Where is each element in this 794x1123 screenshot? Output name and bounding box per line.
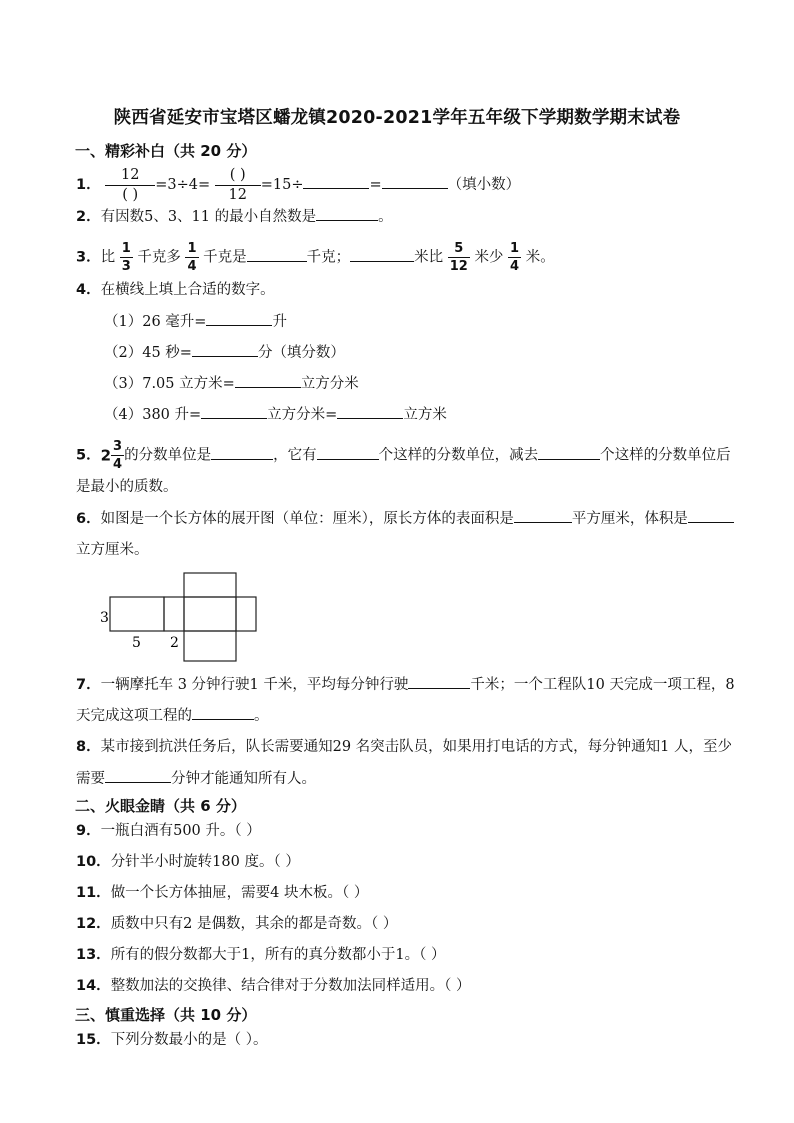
- question-8: 8．某市接到抗洪任务后，队长需要通知29 名突击队员，如果用打电话的方式，每分钟通知1 人，至少: [76, 739, 732, 755]
- question-13: 13．所有的假分数都大于1，所有的真分数都小于1。（ ）: [76, 947, 446, 963]
- answer-blank[interactable]: [303, 174, 369, 189]
- answer-blank[interactable]: [316, 206, 378, 221]
- section-3-heading: 三、慎重选择（共 10 分）: [75, 1006, 257, 1024]
- dimension-label: 5: [132, 635, 141, 651]
- answer-blank[interactable]: [206, 311, 272, 326]
- answer-blank[interactable]: [192, 705, 254, 720]
- net-face: [184, 573, 236, 597]
- answer-blank[interactable]: [382, 174, 448, 189]
- question-6-cont: 立方厘米。: [76, 542, 149, 558]
- question-4-part-1: （1）26 毫升= 升: [104, 311, 287, 332]
- question-12: 12．质数中只有2 是偶数，其余的都是奇数。（ ）: [76, 916, 398, 932]
- question-6: 6．如图是一个长方体的展开图（单位：厘米），原长方体的表面积是 平方厘米，体积是: [76, 508, 734, 529]
- question-4-part-4: （4）380 升= 立方分米= 立方米: [104, 404, 447, 425]
- net-face: [110, 597, 164, 631]
- exam-title: 陕西省延安市宝塔区蟠龙镇2020-2021学年五年级下学期数学期末试卷: [113, 108, 681, 128]
- answer-blank[interactable]: [337, 404, 403, 419]
- answer-blank[interactable]: [350, 247, 414, 262]
- question-7: 7．一辆摩托车 3 分钟行驶1 千米，平均每分钟行驶 千米；一个工程队10 天完成一项工程，8: [76, 674, 735, 695]
- fraction-2: $\frac{( )}{12}$: [215, 168, 261, 202]
- net-face: [236, 597, 256, 631]
- question-11: 11．做一个长方体抽屉，需要4 块木板。（ ）: [76, 885, 369, 901]
- question-9: 9．一瓶白酒有500 升。（ ）: [76, 823, 261, 839]
- answer-blank[interactable]: [247, 247, 307, 262]
- net-face: [164, 597, 184, 631]
- question-1: 1． $\frac{12}{( )}$ =3÷4= $\frac{( )}{12}$ =15÷ = （填小数）: [76, 167, 521, 203]
- net-face: [184, 631, 236, 661]
- question-5: 5．2 $\frac{3}{4}$ 的分数单位是 ，它有 个这样的分数单位，减去 个这样的分数单位后: [76, 439, 731, 472]
- question-15: 15．下列分数最小的是（ ）。: [76, 1032, 268, 1048]
- fraction: $\frac{5}{12}$: [449, 241, 468, 274]
- answer-blank[interactable]: [514, 508, 572, 523]
- section-2-heading: 二、火眼金睛（共 6 分）: [75, 797, 246, 815]
- question-4-part-2: （2）45 秒= 分（填分数）: [104, 342, 345, 363]
- dimension-label: 2: [170, 635, 179, 651]
- question-14: 14．整数加法的交换律、结合律对于分数加法同样适用。（ ）: [76, 978, 471, 994]
- answer-blank[interactable]: [235, 373, 301, 388]
- answer-blank[interactable]: [317, 445, 379, 460]
- answer-blank[interactable]: [688, 508, 734, 523]
- net-face: [184, 597, 236, 631]
- answer-blank[interactable]: [538, 445, 600, 460]
- dimension-label: 3: [100, 610, 109, 626]
- mixed-number: 2 $\frac{3}{4}$: [100, 439, 123, 472]
- question-2: 2．有因数5、3、11 的最小自然数是 。: [76, 206, 393, 227]
- answer-blank[interactable]: [105, 768, 171, 783]
- answer-blank[interactable]: [211, 445, 273, 460]
- question-4-part-3: （3）7.05 立方米= 立方分米: [104, 373, 359, 394]
- answer-blank[interactable]: [408, 674, 470, 689]
- fraction-1: $\frac{12}{( )}$: [105, 168, 155, 202]
- question-8-cont: 需要 分钟才能通知所有人。: [76, 768, 316, 789]
- answer-blank[interactable]: [201, 404, 267, 419]
- fraction: $\frac{1}{4}$: [187, 241, 197, 274]
- fraction: $\frac{1}{4}$: [510, 241, 520, 274]
- question-5-cont: 是最小的质数。: [76, 479, 178, 495]
- question-3: 3．比 $\frac{1}{3}$ 千克多 $\frac{1}{4}$ 千克是 千克； 米比 $\frac{5}{12}$ 米少 $\frac{1}{4}$ 米。: [76, 241, 555, 274]
- question-4: 4．在横线上填上合适的数字。: [76, 282, 275, 298]
- fraction: $\frac{1}{3}$: [121, 241, 131, 274]
- question-10: 10．分针半小时旋转180 度。（ ）: [76, 854, 300, 870]
- cuboid-net-figure: [96, 568, 266, 664]
- section-1-heading: 一、精彩补白（共 20 分）: [75, 142, 257, 160]
- question-7-cont: 天完成这项工程的 。: [76, 705, 269, 726]
- answer-blank[interactable]: [192, 342, 258, 357]
